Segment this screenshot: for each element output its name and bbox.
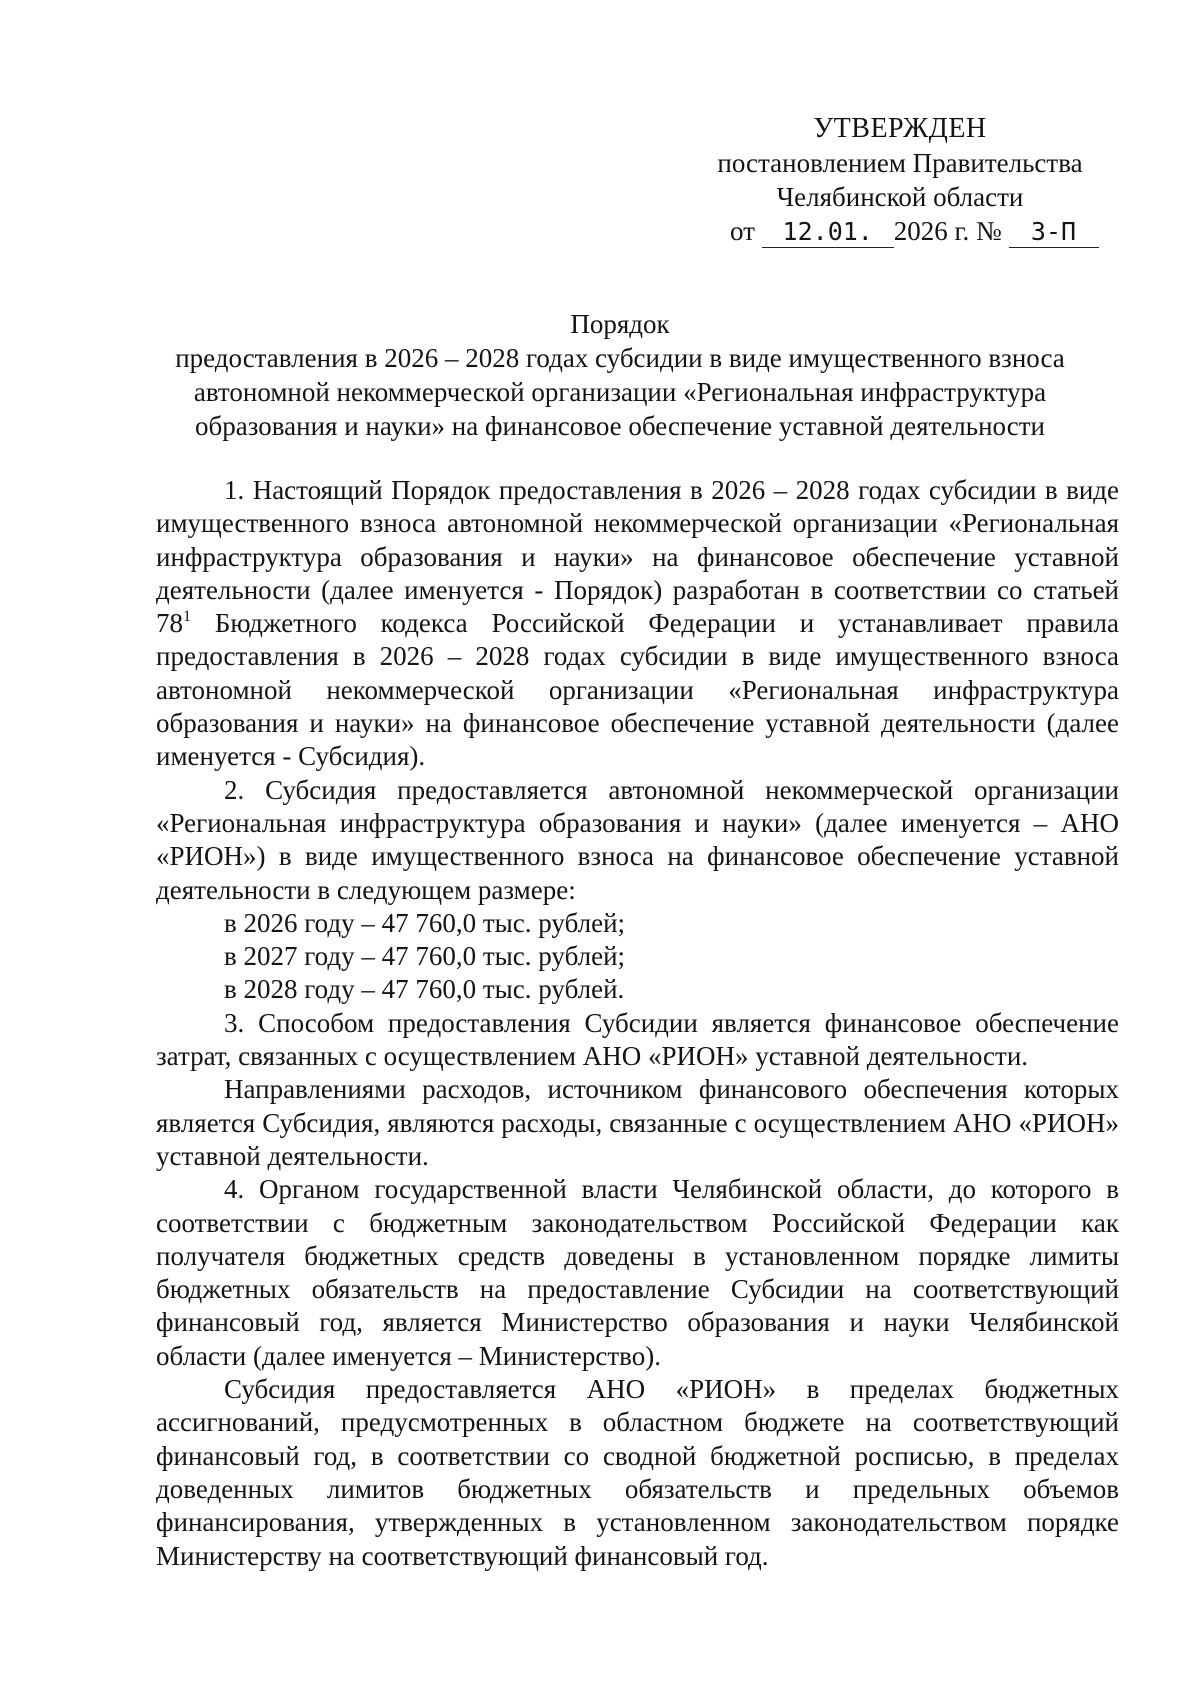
approval-stamp [690, 112, 1110, 248]
approval-line-1: постановлением Правительства [717, 148, 1083, 178]
amount-2026: в 2026 году – 47 760,0 тыс. рублей; [224, 907, 626, 938]
paragraph-3-expenses: Направлениями расходов, источником финансового обеспечения которых является Субсидия, являются расходы, связанные с осуществлением АНО «РИОН» уставной деятельности. [156, 1074, 1119, 1171]
number-field: 3-П [1009, 217, 1099, 248]
heading-title: Порядок [570, 309, 670, 339]
approval-line-2: Челябинской области [776, 182, 1024, 212]
heading-line-1: предоставления в 2026 – 2028 годах субсидии в виде имущественного взноса [175, 343, 1065, 373]
paragraph-2: 2. Субсидия предоставляется автономной некоммерческой организации «Региональная инфраструктура образования и науки» (далее именуется – АНО «РИОН») в виде имущественного взноса на финансовое обеспечение уставной деятельности в следующем размере: [156, 774, 1119, 905]
amount-2027: в 2027 году – 47 760,0 тыс. рублей; [224, 941, 626, 972]
approval-title: УТВЕРЖДЕН [813, 113, 987, 144]
heading-line-3: образования и науки» на финансовое обеспечение уставной деятельности [195, 411, 1045, 441]
approval-date-line [690, 214, 1110, 248]
date-prefix: от [730, 216, 755, 246]
year-suffix: 2026 г. № [893, 216, 1002, 246]
paragraph-4: 4. Органом государственной власти Челябинской области, до которого в соответствии с бюджетным законодательством Российской Федерации как получателя бюджетных средств доведены в установленном порядке лимиты бюджетных обязательств на предоставление Субсидии на соответствующий финансовый год, является Министерство образования и науки Челябинской области (далее именуется – Министерство). [156, 1174, 1119, 1371]
paragraph-3: 3. Способом предоставления Субсидии является финансовое обеспечение затрат, связанных с осуществлением АНО «РИОН» уставной деятельности. [156, 1007, 1119, 1072]
date-field: 12.01. [762, 217, 894, 248]
article-superscript: 1 [183, 608, 191, 626]
document-heading [120, 307, 1120, 443]
amount-2028: в 2028 году – 47 760,0 тыс. рублей. [224, 974, 625, 1005]
paragraph-1: 1. Настоящий Порядок предоставления в 2026 – 2028 годах субсидии в виде имущественного взноса автономной некоммерческой организации «Региональная инфраструктура образования и науки» на финансовое обеспечение уставной деятельности (далее именуется - Порядок) разработан в соответствии со статьей $78^1$ Бюджетного кодекса Российской Федерации и устанавливает правила предоставления в 2026 – 2028 годах субсидии в виде имущественного взноса автономной некоммерческой организации «Региональная инфраструктура образования и науки» на финансовое обеспечение уставной деятельности (далее именуется - Субсидия). [156, 475, 1119, 772]
heading-line-2: автономной некоммерческой организации «Региональная инфраструктура [193, 377, 1047, 407]
paragraph-4-limits: Субсидия предоставляется АНО «РИОН» в пределах бюджетных ассигнований, предусмотренных в областном бюджете на соответствующий финансовый год, в соответствии со сводной бюджетной росписью, в пределах доведенных лимитов бюджетных обязательств и предельных объемов финансирования, утвержденных в установленном законодательством порядке Министерству на соответствующий финансовый год. [156, 1374, 1119, 1571]
document-body [156, 474, 1119, 1573]
